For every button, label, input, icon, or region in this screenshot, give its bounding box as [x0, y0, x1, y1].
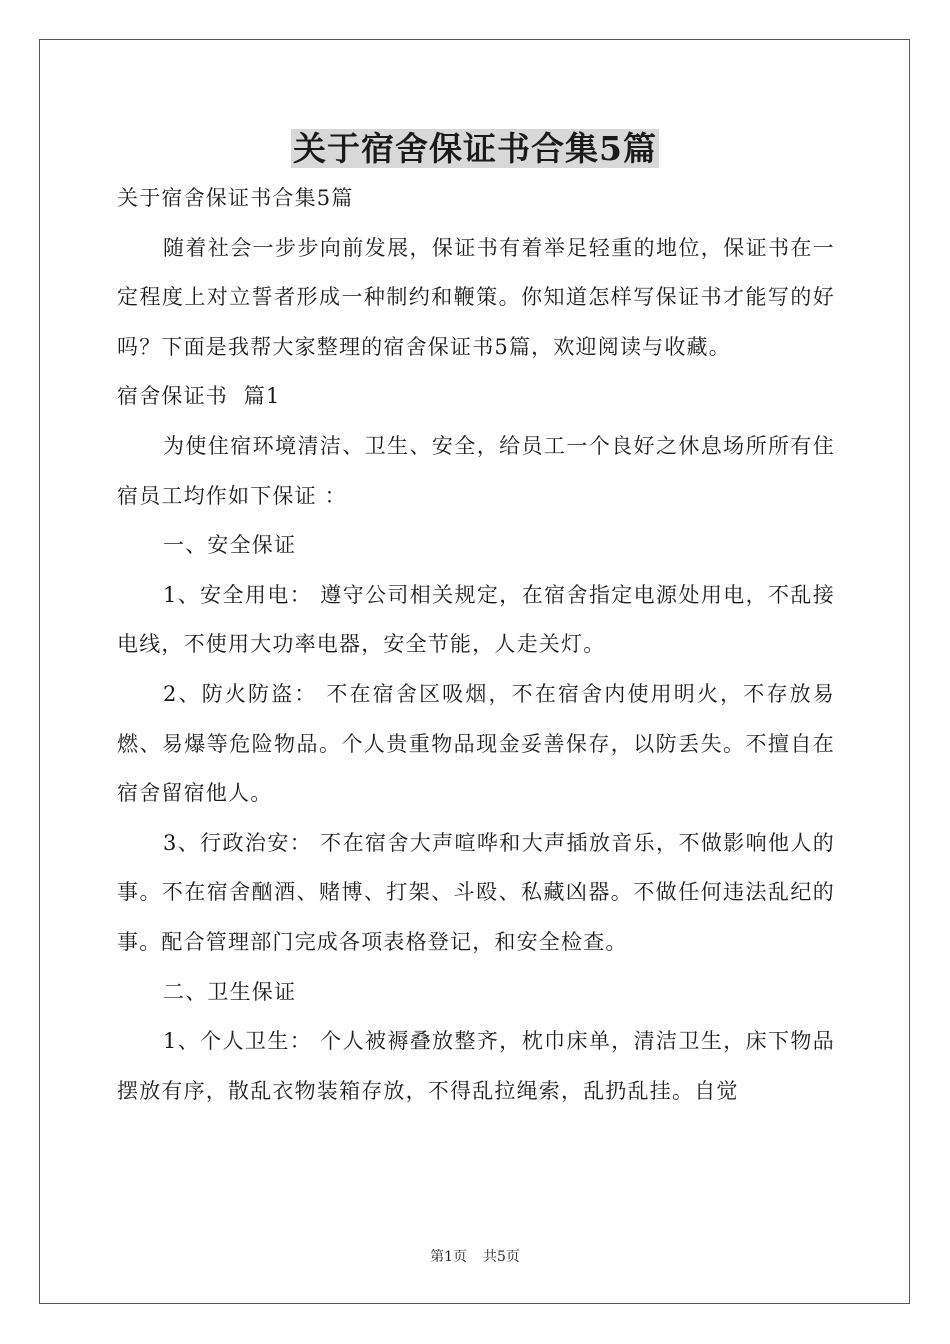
document-title-text: 关于宿舍保证书合集5篇: [293, 129, 657, 168]
page-total: 共5页: [483, 1249, 520, 1265]
doc-paragraph: 关于宿舍保证书合集5篇: [117, 186, 354, 210]
doc-paragraph: 3、行政治安： 不在宿舍大声喧哗和大声插放音乐，不做影响他人的事。不在宿舍酗酒、赌博、打架、斗殴、私藏凶器。不做任何违法乱纪的事。配合管理部门完成各项表格登记，和安全检查。: [117, 830, 835, 954]
document-title: [0, 127, 950, 171]
document-body: [117, 174, 835, 1116]
doc-subheading: 二、卫生保证: [163, 979, 297, 1004]
doc-paragraph: 为使住宿环境清洁、卫生、安全，给员工一个良好之休息场所所有住宿员工均作如下保证 ：: [117, 433, 835, 508]
doc-subheading: 一、安全保证: [163, 533, 297, 558]
doc-paragraph: 2、防火防盗： 不在宿舍区吸烟，不在宿舍内使用明火，不存放易燃、易爆等危险物品。个人贵重物品现金妥善保存，以防丢失。不擅自在宿舍留宿他人。: [117, 681, 835, 806]
page-footer: [0, 1247, 950, 1267]
page-number: 第1页: [430, 1249, 467, 1265]
doc-section-heading: 宿舍保证书 篇1: [117, 384, 281, 409]
doc-paragraph: 随着社会一步步向前发展，保证书有着举足轻重的地位，保证书在一定程度上对立誓者形成一种制约和鞭策。你知道怎样写保证书才能写的好吗？下面是我帮大家整理的宿舍保证书5篇，欢迎阅读与收藏。: [117, 235, 835, 359]
doc-paragraph: 1、安全用电： 遵守公司相关规定，在宿舍指定电源处用电，不乱接电线，不使用大功率电器，安全节能，人走关灯。: [117, 582, 835, 657]
doc-paragraph: 1、个人卫生： 个人被褥叠放整齐，枕巾床单，清洁卫生，床下物品摆放有序，散乱衣物装箱存放，不得乱拉绳索，乱扔乱挂。自觉: [117, 1029, 835, 1103]
